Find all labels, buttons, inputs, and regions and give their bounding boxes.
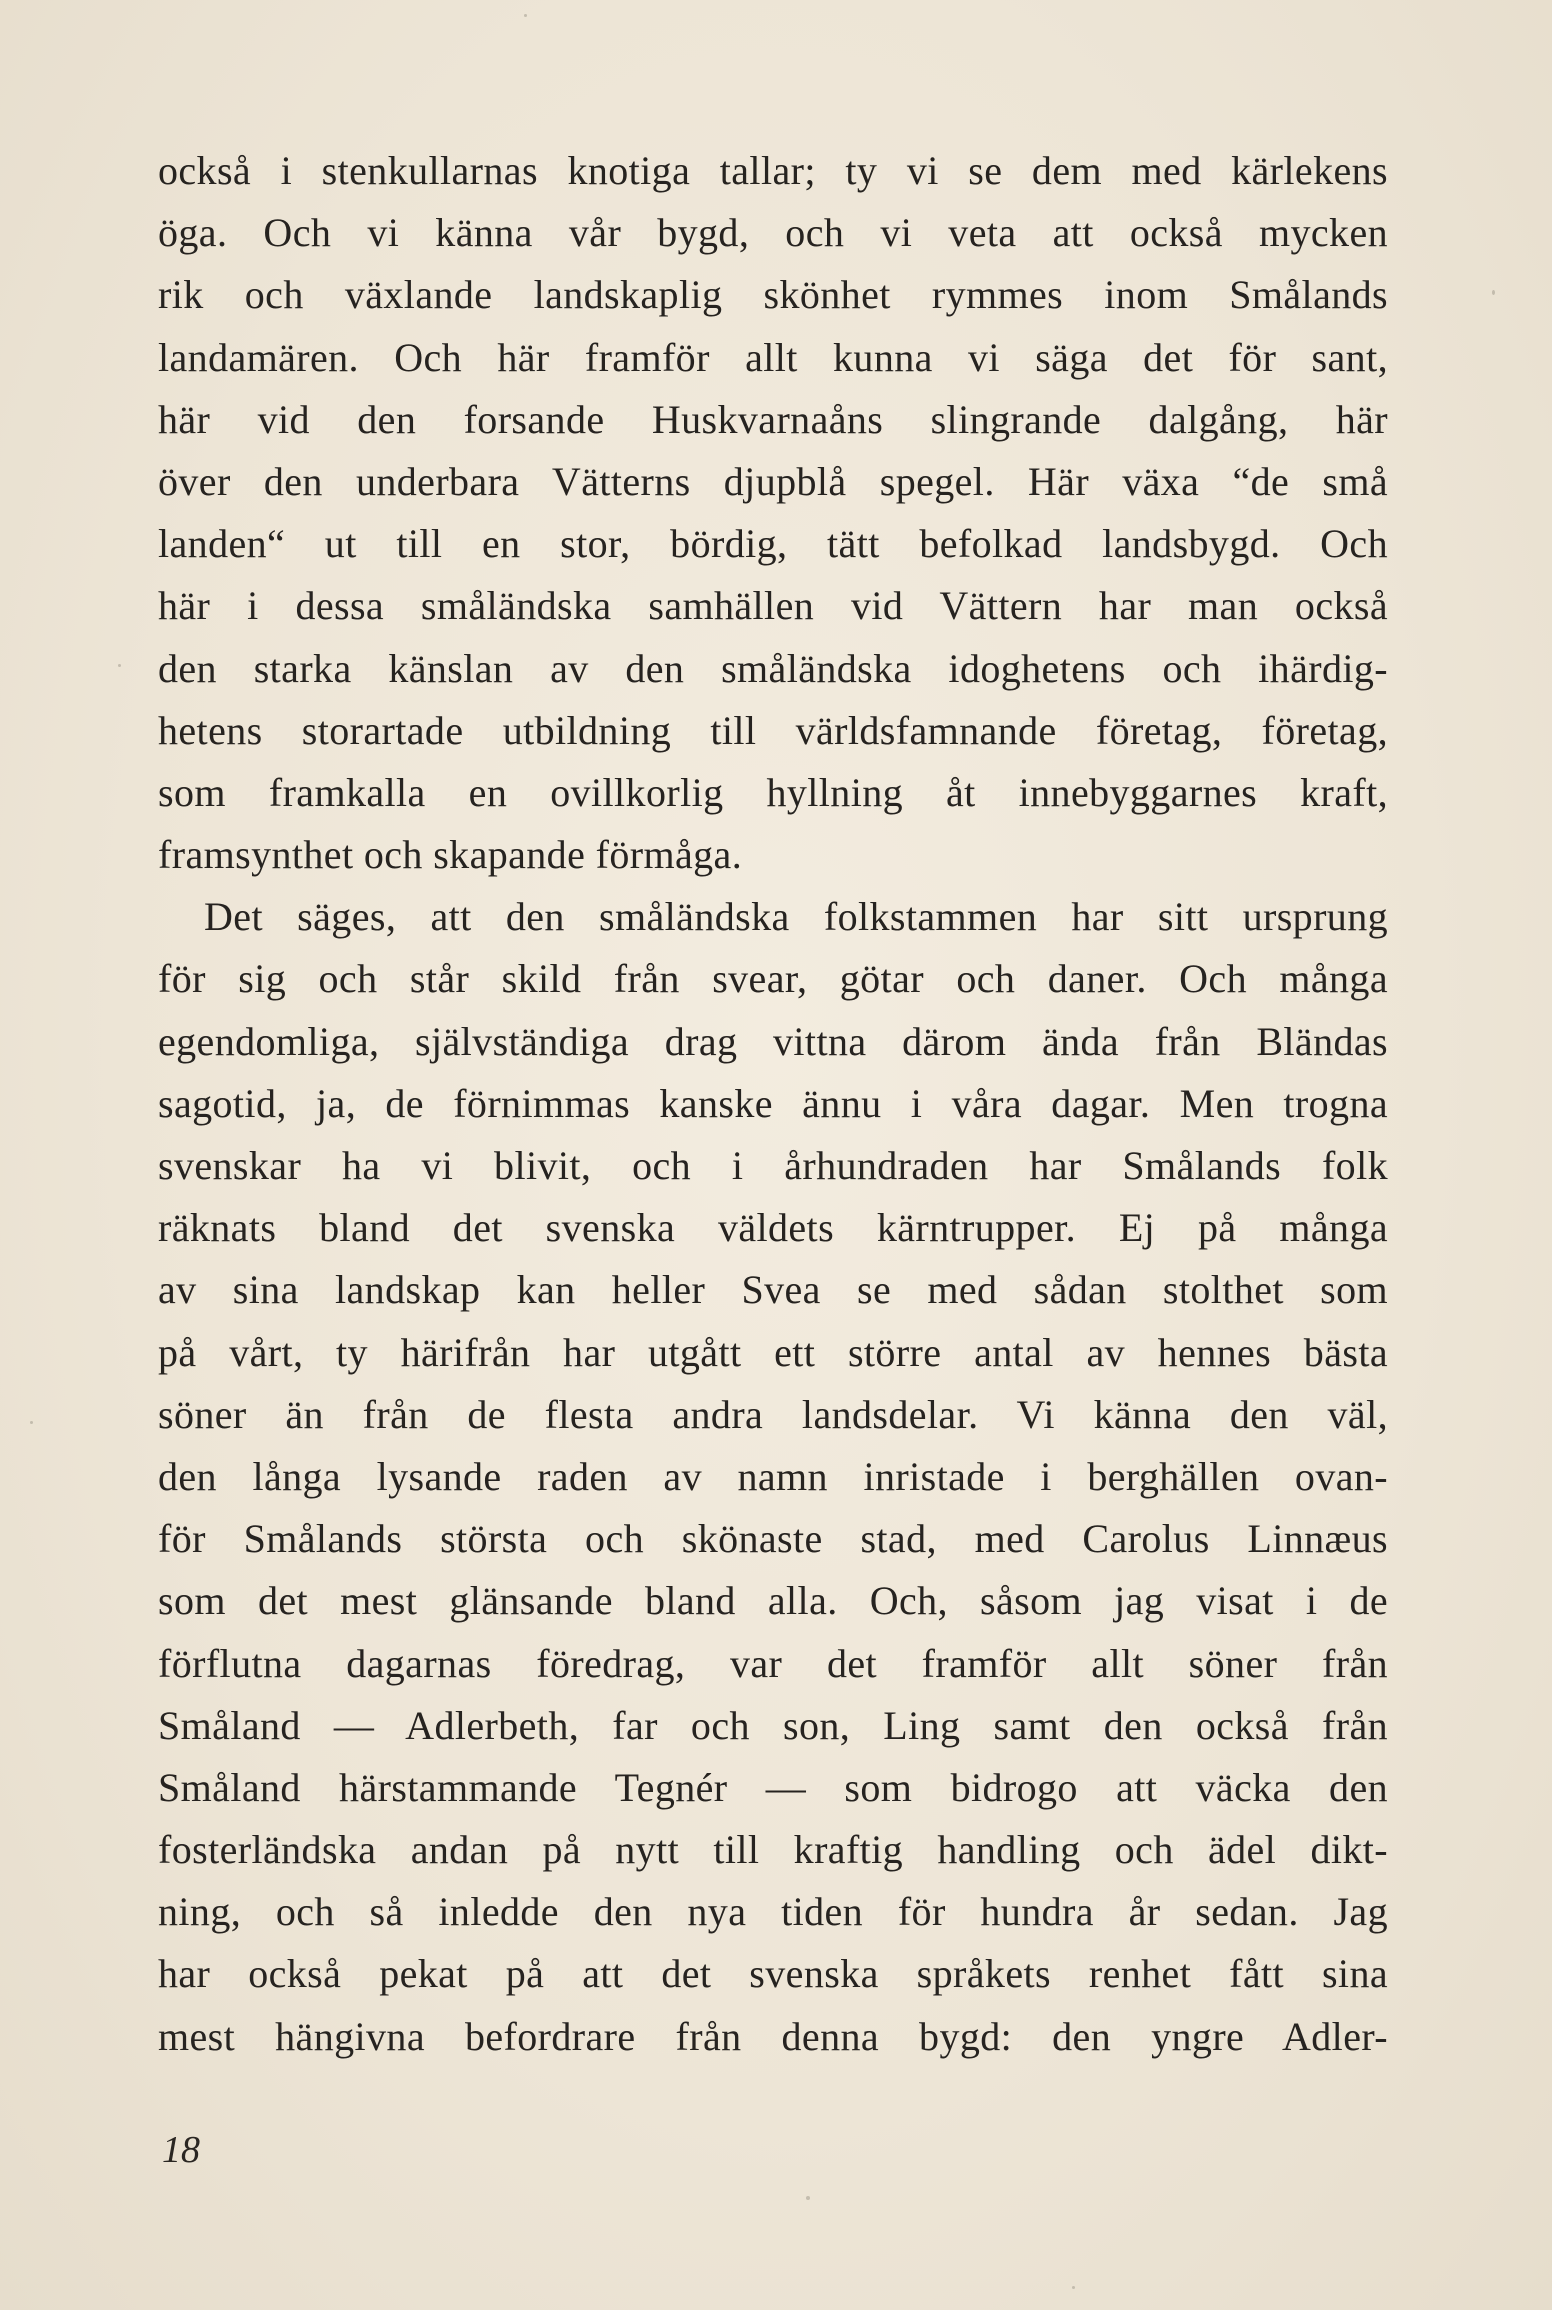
text-line: ning, och så inledde den nya tiden för hundra år sedan. Jag [158,1889,1388,1935]
text-line: landamären. Och här framför allt kunna vi säga det för sant, [158,334,1388,380]
text-line: öga. Och vi känna vår bygd, och vi veta att också mycken [158,210,1388,256]
text-line: här i dessa småländska samhällen vid Vättern har man också [158,583,1388,629]
text-line: som det mest glänsande bland alla. Och, såsom jag visat i de [158,1578,1388,1624]
body-text [158,140,1388,2068]
text-line: sagotid, ja, de förnimmas kanske ännu i våra dagar. Men trogna [158,1080,1388,1126]
text-line: också i stenkullarnas knotiga tallar; ty vi se dem med kärlekens [158,148,1388,193]
text-line: Småland härstammande Tegnér — som bidrogo att väcka den [158,1764,1388,1810]
text-line: hetens storartade utbildning till världsfamnande företag, företag, [158,707,1388,753]
text-line: söner än från de flesta andra landsdelar. Vi känna den väl, [158,1391,1388,1437]
text-line: rik och växlande landskaplig skönhet rymmes inom Smålands [158,272,1388,318]
text-line: som framkalla en ovillkorlig hyllning åt innebyggarnes kraft, [158,769,1388,815]
text-line: har också pekat på att det svenska språkets renhet fått sina [158,1951,1388,1997]
text-line: landen“ ut till en stor, bördig, tätt befolkad landsbygd. Och [158,521,1388,567]
paper-speck [118,664,121,667]
text-line: på vårt, ty härifrån har utgått ett större antal av hennes bästa [158,1329,1388,1375]
text-line: Småland — Adlerbeth, far och son, Ling samt den också från [158,1702,1388,1748]
text-line: mest hängivna befordrare från denna bygd: den yngre Adler- [158,2013,1388,2059]
paper-speck [30,1421,33,1424]
text-line: Det säges, att den småländska folkstammen har sitt ursprung [204,894,1388,940]
page-number: 18 [162,2129,200,2171]
text-line: för Smålands största och skönaste stad, med Carolus Linnæus [158,1516,1388,1562]
text-line: här vid den forsande Huskvarnaåns slingrande dalgång, här [158,396,1388,442]
paper-speck [524,14,527,17]
text-line: av sina landskap kan heller Svea se med sådan stolthet som [158,1267,1388,1313]
text-line: den långa lysande raden av namn inristade i berghällen ovan- [158,1453,1388,1499]
text-line: för sig och står skild från svear, götar och daner. Och många [158,956,1388,1002]
text-line: egendomliga, självständiga drag vittna därom ända från Bländas [158,1018,1388,1064]
paper-speck [806,2196,810,2200]
text-line: fosterländska andan på nytt till kraftig handling och ädel dikt- [158,1827,1388,1873]
text-line: svenskar ha vi blivit, och i århundraden har Smålands folk [158,1143,1388,1188]
paper-speck [1072,2286,1075,2289]
text-line: förflutna dagarnas föredrag, var det framför allt söner från [158,1640,1388,1686]
text-line: räknats bland det svenska väldets kärntrupper. Ej på många [158,1205,1388,1251]
paper-speck [1492,290,1495,295]
text-line: framsynthet och skapande förmåga. [158,832,743,878]
text-line: den starka känslan av den småländska idoghetens och ihärdig- [158,645,1388,691]
text-line: över den underbara Vätterns djupblå spegel. Här växa “de små [158,458,1388,504]
